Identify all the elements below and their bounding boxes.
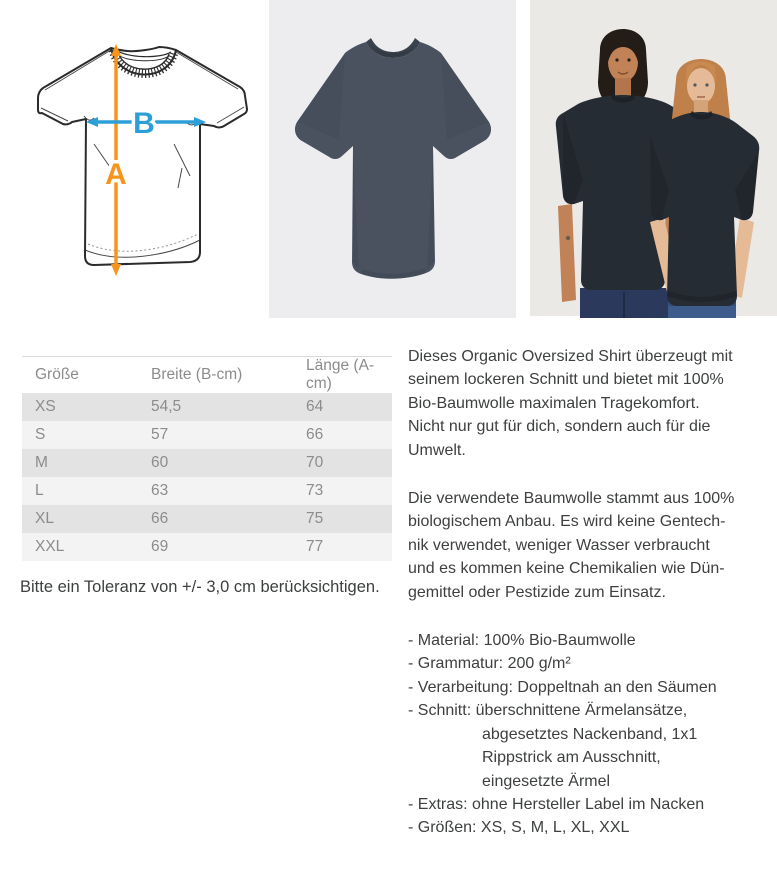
tolerance-note: Bitte ein Toleranz von +/- 3,0 cm berücksichtigen. [20,578,380,596]
table-cell: 63 [151,482,169,499]
text-line: Nicht nur gut für dich, sondern auch für die [408,418,711,436]
text-line: und es kommen keine Chemikalien wie Dün- [408,560,725,578]
width-label-b: B [133,107,155,140]
table-cell: L [35,482,44,499]
text-line: - Extras: ohne Hersteller Label im Nacken [408,795,705,813]
text-line: abgesetztes Nackenband, 1x1 [482,725,698,743]
table-cell: 69 [151,538,169,555]
table-cell: XXL [35,538,65,555]
column-header: Breite (B-cm) [138,357,293,394]
text-line: Rippstrick am Ausschnitt, [482,749,661,767]
product-description [408,345,773,840]
table-row [22,393,392,421]
table-cell: XS [35,398,56,415]
column-header: Größe [22,357,138,394]
length-label-a: A [105,158,127,191]
tshirt-measurement-diagram [18,36,248,288]
text-line: - Material: 100% Bio-Baumwolle [408,632,636,650]
models-photo-illustration [530,0,777,318]
text-line: - Größen: XS, S, M, L, XL, XXL [408,819,630,837]
size-table-header [22,357,392,394]
table-cell: 66 [151,510,169,527]
size-guide-diagram-image[interactable] [18,36,248,288]
table-row [22,449,392,477]
text-line: Bio-Baumwolle maximalen Tragekomfort. [408,394,700,412]
table-cell: 75 [306,510,324,527]
text-line: - Verarbeitung: Doppeltnah an den Säumen [408,678,717,696]
description-paragraph-cotton [408,487,773,604]
size-table [22,356,392,561]
text-line: - Schnitt: überschnittene Ärmelansätze, [408,702,688,720]
table-cell: 60 [151,454,169,471]
text-line: eingesetzte Ärmel [482,772,611,790]
table-cell: 64 [306,398,324,415]
table-cell: 66 [306,426,324,443]
table-row [22,477,392,505]
tshirt-outline [38,47,247,265]
description-spec-list [408,629,773,840]
text-line: Dieses Organic Oversized Shirt überzeugt mit [408,348,733,365]
product-photo-illustration [269,0,516,318]
column-header: Länge (A-cm) [293,357,392,394]
table-cell: 54,5 [151,398,182,415]
text-line: gemittel oder Pestizide zum Einsatz. [408,583,666,601]
description-paragraph-intro [408,345,773,462]
text-line: nik verwendet, weniger Wasser verbraucht [408,536,710,554]
text-line: biologischem Anbau. Es wird keine Gentech- [408,513,726,531]
table-cell: 73 [306,482,324,499]
table-cell: 57 [151,426,169,443]
table-row [22,505,392,533]
table-row [22,533,392,561]
text-line: - Grammatur: 200 g/m² [408,655,571,673]
text-line: seinem lockeren Schnitt und bietet mit 100% [408,371,724,389]
table-cell: S [35,426,46,443]
product-photo[interactable] [269,0,516,318]
table-cell: 77 [306,538,324,555]
table-cell: 70 [306,454,324,471]
models-photo[interactable] [530,0,777,318]
text-line: Die verwendete Baumwolle stammt aus 100% [408,490,735,508]
table-row [22,421,392,449]
table-cell: XL [35,510,54,527]
text-line: Umwelt. [408,441,466,459]
table-cell: M [35,454,48,471]
